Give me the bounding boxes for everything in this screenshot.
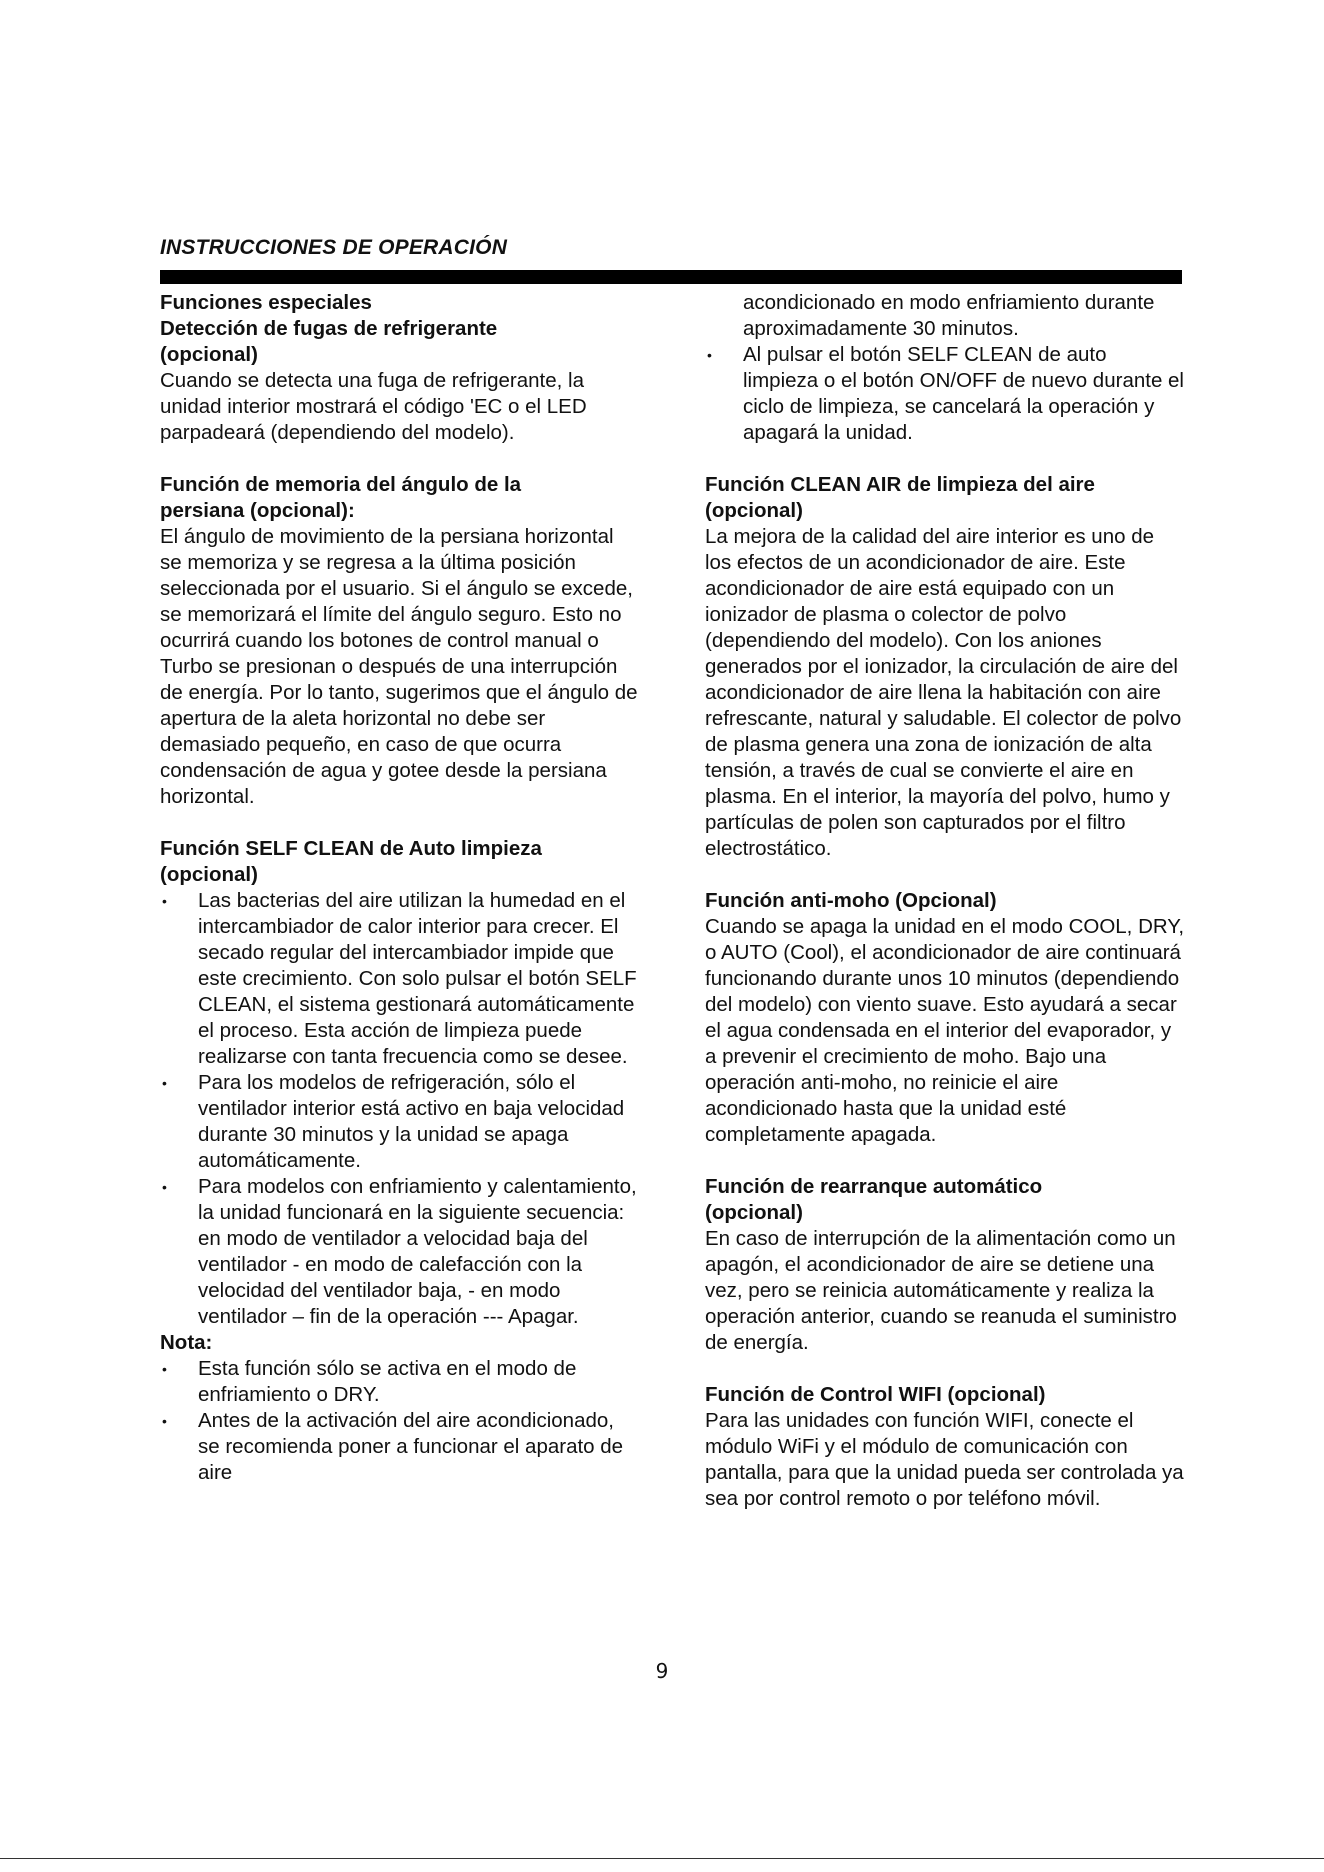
heading-selfclean: Función SELF CLEAN de Auto limpieza	[160, 837, 542, 860]
left-column	[160, 290, 640, 1512]
page-number: 9	[655, 1659, 669, 1683]
section-antimoho	[705, 888, 1185, 1148]
heading-cleanair-opcional: (opcional)	[705, 499, 803, 522]
selfclean-cancel-list	[705, 342, 1185, 446]
heading-fugas: Detección de fugas de refrigerante	[160, 317, 498, 340]
list-item: • Para los modelos de refrigeración, sólo el ventilador interior está activo en baja velocidad durante 30 minutos y la unidad se apaga automáticamente.	[160, 1070, 640, 1174]
list-item: • Esta función sólo se activa en el modo de enfriamiento o DRY.	[160, 1356, 640, 1408]
heading-rearranque: Función de rearranque automático	[705, 1175, 1043, 1198]
paragraph-cleanair: La mejora de la calidad del aire interior es uno de los efectos de un acondicionador de aire. Este acondicionador de aire está equipado con un ionizador de plasma o colector de polvo (dependiendo del modelo). Con los aniones generados por el ionizador, la circulación de aire del acondicionador de aire llena la habitación con aire refrescante, natural y saludable. El colector de polvo de plasma genera una zona de ionización de alta tensión, a través de cual se convierte el aire en plasma. En el interior, la mayoría del polvo, humo y partículas de polen son capturados por el filtro electrostático.	[705, 525, 1182, 860]
paragraph-fugas: Cuando se detecta una fuga de refrigerante, la unidad interior mostrará el código 'EC o el LED parpadeará (dependiendo del modelo).	[160, 369, 587, 444]
list-item: • Al pulsar el botón SELF CLEAN de auto limpieza o el botón ON/OFF de nuevo durante el ciclo de limpieza, se cancelará la operación y apagará la unidad.	[705, 342, 1185, 446]
heading-memoria-2: persiana (opcional):	[160, 499, 355, 522]
heading-memoria: Función de memoria del ángulo de la	[160, 473, 522, 496]
paragraph-wifi: Para las unidades con función WIFI, conecte el módulo WiFi y el módulo de comunicación con pantalla, para que la unidad pueda ser controlada ya sea por control remoto o por teléfono móvil.	[705, 1409, 1184, 1510]
paragraph-memoria: El ángulo de movimiento de la persiana horizontal se memoriza y se regresa a la última posición seleccionada por el usuario. Si el ángulo se excede, se memorizará el límite del ángulo seguro. Esto no ocurrirá cuando los botones de control manual o Turbo se presionan o después de una interrupción de energía. Por lo tanto, sugerimos que el ángulo de apertura de la aleta horizontal no debe ser demasiado pequeño, en caso de que ocurra condensación de agua y gotee desde la persiana horizontal.	[160, 525, 638, 808]
note-label: Nota:	[160, 1331, 213, 1354]
section-wifi	[705, 1382, 1185, 1512]
note-bullet-list	[160, 1356, 640, 1486]
section-memoria	[160, 472, 640, 810]
paragraph-rearranque: En caso de interrupción de la alimentación como un apagón, el acondicionador de aire se detiene una vez, pero se reinicia automáticamente y realiza la operación anterior, cuando se reanuda el suministro de energía.	[705, 1227, 1177, 1354]
heading-fugas-opcional: (opcional)	[160, 343, 258, 366]
heading-funciones-especiales: Funciones especiales	[160, 291, 372, 314]
section-cleanair	[705, 472, 1185, 862]
section-fugas	[160, 290, 640, 446]
heading-cleanair: Función CLEAN AIR de limpieza del aire	[705, 473, 1095, 496]
selfclean-bullet-list	[160, 888, 640, 1330]
header-rule	[160, 270, 1182, 284]
heading-selfclean-opcional: (opcional)	[160, 863, 258, 886]
paragraph-continuation: acondicionado en modo enfriamiento durante aproximadamente 30 minutos.	[743, 291, 1155, 340]
section-rearranque	[705, 1174, 1185, 1356]
list-item: • Las bacterias del aire utilizan la humedad en el intercambiador de calor interior para crecer. El secado regular del intercambiador impide que este crecimiento. Con solo pulsar el botón SELF CLEAN, el sistema gestionará automáticamente el proceso. Esta acción de limpieza puede realizarse con tanta frecuencia como se desee.	[160, 888, 640, 1070]
right-column	[705, 290, 1185, 1538]
heading-antimoho: Función anti-moho (Opcional)	[705, 889, 997, 912]
heading-wifi: Función de Control WIFI (opcional)	[705, 1383, 1046, 1406]
section-selfclean	[160, 836, 640, 1486]
heading-rearranque-opcional: (opcional)	[705, 1201, 803, 1224]
paragraph-antimoho: Cuando se apaga la unidad en el modo COOL, DRY, o AUTO (Cool), el acondicionador de aire continuará funcionando durante unos 10 minutos (dependiendo del modelo) con viento suave. Esto ayudará a secar el agua condensada en el interior del evaporador, y a prevenir el crecimiento de moho. Bajo una operación anti-moho, no reinicie el aire acondicionado hasta que la unidad esté completamente apagada.	[705, 915, 1185, 1146]
bottom-rule	[0, 1858, 1324, 1859]
page-header: INSTRUCCIONES DE OPERACIÓN	[160, 236, 508, 259]
list-item: • Para modelos con enfriamiento y calentamiento, la unidad funcionará en la siguiente secuencia: en modo de ventilador a velocidad baja del ventilador - en modo de calefacción con la velocidad del ventilador baja, - en modo ventilador – fin de la operación --- Apagar.	[160, 1174, 640, 1330]
list-item: • Antes de la activación del aire acondicionado, se recomienda poner a funcionar el aparato de aire	[160, 1408, 640, 1486]
